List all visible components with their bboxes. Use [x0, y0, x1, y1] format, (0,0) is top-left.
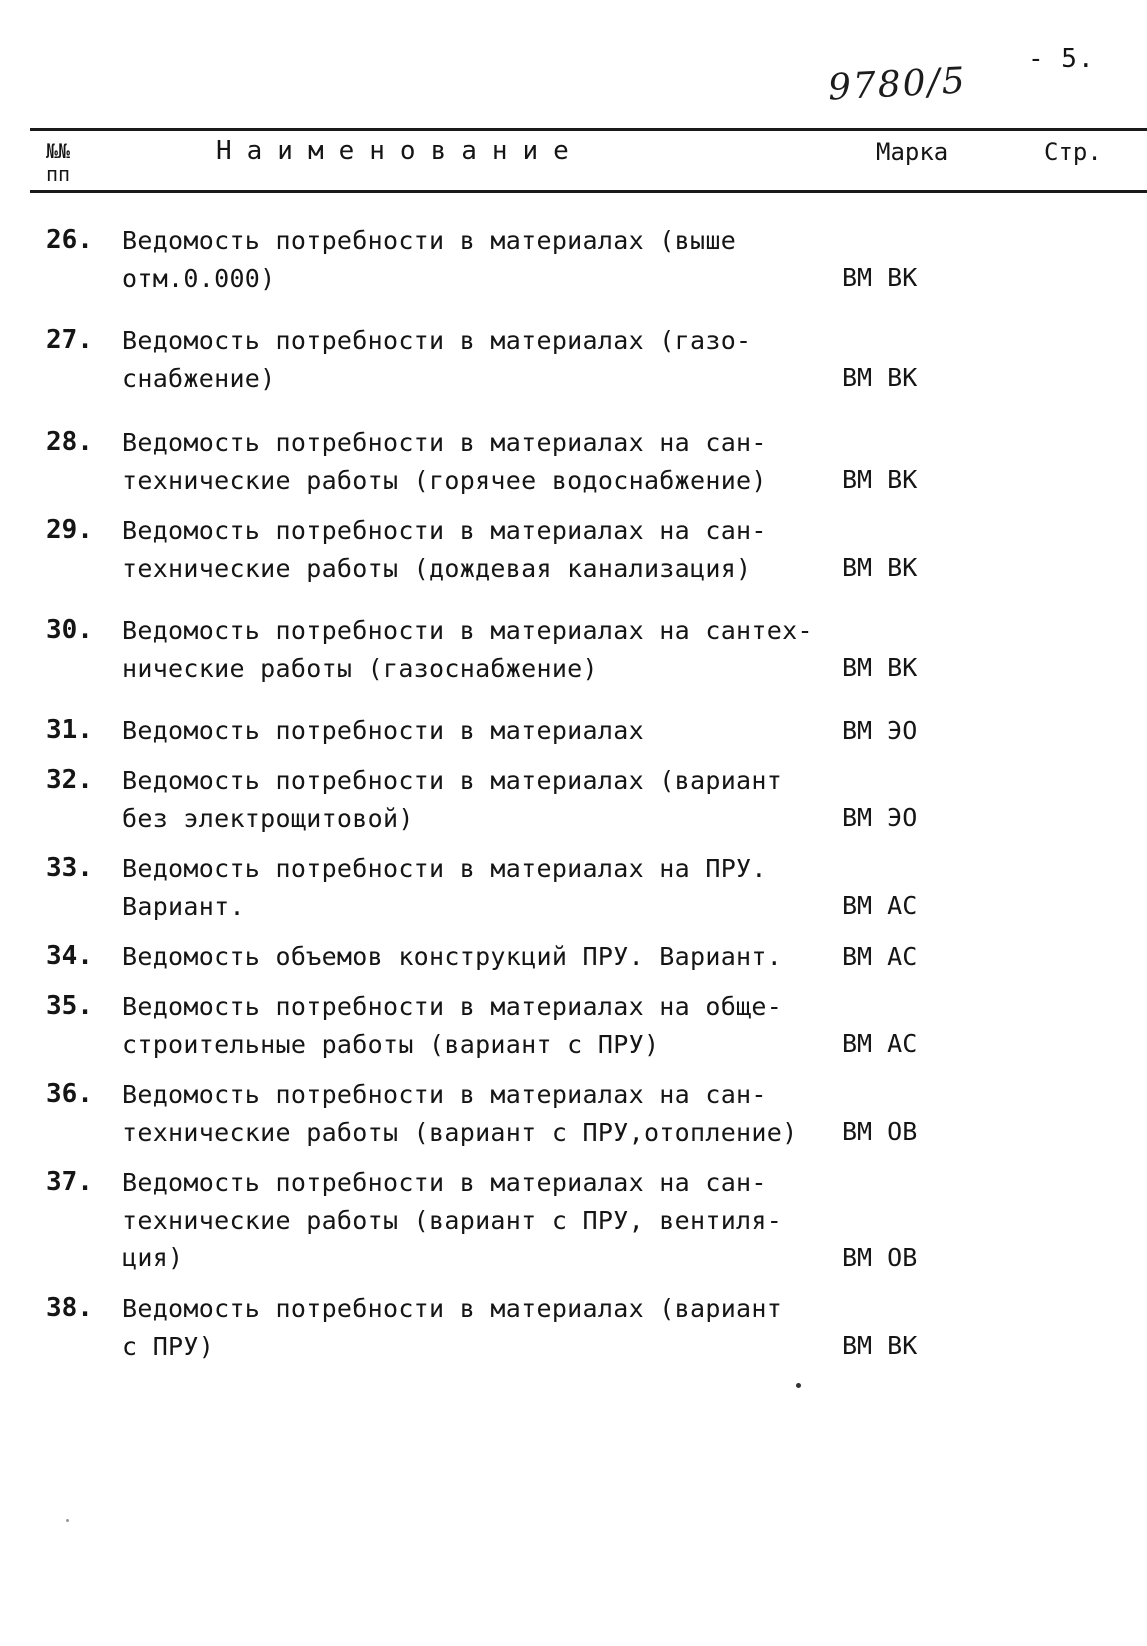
item-number: 31.: [46, 715, 93, 745]
item-number: 37.: [46, 1167, 93, 1197]
item-mark: ВМ ВК: [842, 465, 918, 494]
scan-speck: [66, 1519, 69, 1522]
header-name-label: Наименование: [216, 136, 584, 166]
item-name: Ведомость потребности в материалах (выше отм.0.000): [122, 226, 737, 293]
item-mark: ВМ ЭО: [842, 803, 918, 832]
item-mark: ВМ ОВ: [842, 1243, 918, 1272]
item-name: Ведомость потребности в материалах на сантех- нические работы (газоснабжение): [122, 616, 813, 683]
item-number: 38.: [46, 1293, 93, 1323]
item-number: 26.: [46, 225, 93, 255]
item-number: 27.: [46, 325, 93, 355]
item-number: 32.: [46, 765, 93, 795]
item-name: Ведомость потребности в материалах на сан- технические работы (дождевая канализация): [122, 516, 767, 583]
item-name: Ведомость потребности в материалах (вариант с ПРУ): [122, 1294, 783, 1361]
item-name: Ведомость потребности в материалах на сан- технические работы (горячее водоснабжение): [122, 428, 767, 495]
item-mark: ВМ ВК: [842, 653, 918, 682]
item-name: Ведомость потребности в материалах на сан- технические работы (вариант с ПРУ,отопление): [122, 1080, 798, 1147]
item-number: 34.: [46, 941, 93, 971]
item-mark: ВМ ВК: [842, 363, 918, 392]
item-number: 30.: [46, 615, 93, 645]
item-name: Ведомость объемов конструкций ПРУ. Вариант.: [122, 942, 783, 971]
item-number: 29.: [46, 515, 93, 545]
page-number: - 5.: [1028, 44, 1095, 74]
item-name: Ведомость потребности в материалах на обще- строительные работы (вариант с ПРУ): [122, 992, 783, 1059]
item-number: 33.: [46, 853, 93, 883]
item-mark: ВМ ВК: [842, 1331, 918, 1360]
item-name: Ведомость потребности в материалах (вариант без электрощитовой): [122, 766, 783, 833]
item-mark: ВМ ВК: [842, 553, 918, 582]
header-mark-label: Марка: [876, 138, 949, 166]
item-mark: ВМ АС: [842, 942, 918, 971]
item-mark: ВМ ОВ: [842, 1117, 918, 1146]
header-number-label: №№ пп: [46, 139, 71, 186]
item-number: 35.: [46, 991, 93, 1021]
item-name: Ведомость потребности в материалах: [122, 716, 644, 745]
item-number: 28.: [46, 427, 93, 457]
item-mark: ВМ АС: [842, 1029, 918, 1058]
item-mark: ВМ ВК: [842, 263, 918, 292]
item-name: Ведомость потребности в материалах (газо- снабжение): [122, 326, 752, 393]
scan-speck: [796, 1383, 801, 1388]
item-mark: ВМ ЭО: [842, 716, 918, 745]
item-name: Ведомость потребности в материалах на сан- технические работы (вариант с ПРУ, вентиля- ция): [122, 1168, 783, 1272]
archive-code-handwritten: 9780/5: [827, 60, 968, 109]
item-number: 36.: [46, 1079, 93, 1109]
item-name: Ведомость потребности в материалах на ПРУ. Вариант.: [122, 854, 767, 921]
header-page-label: Стр.: [1044, 138, 1102, 166]
item-mark: ВМ АС: [842, 891, 918, 920]
